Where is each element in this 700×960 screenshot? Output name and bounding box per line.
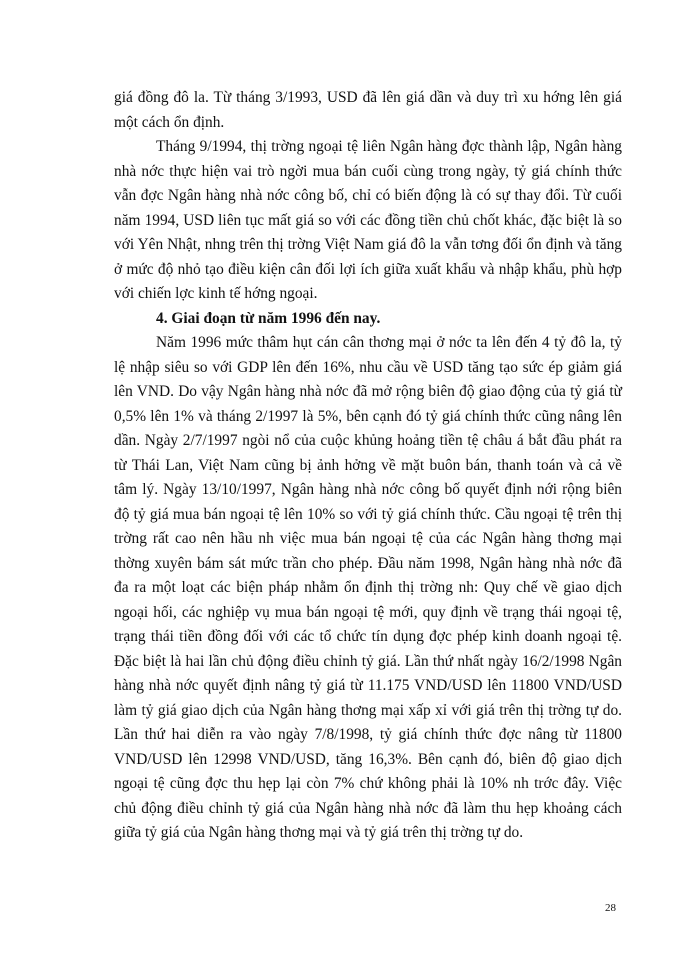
section-heading: 4. Giai đoạn từ năm 1996 đến nay.	[156, 309, 381, 327]
paragraph-continuation: giá đồng đô la. Từ tháng 3/1993, USD đã lên giá dần và duy trì xu hớng lên giá một cách ổn định.	[114, 89, 622, 131]
paragraph-interbank-market: Tháng 9/1994, thị trờng ngoại tệ liên Ngân hàng đợc thành lập, Ngân hàng nhà nớc thực hiện vai trò ngời mua bán cuối cùng trong ngày, tỷ giá chính thức vẫn đợc Ngân hàng nhà nớc công bố, chỉ có biến động là có sự thay đổi. Từ cuối năm 1994, USD liên tục mất giá so với các đồng tiền chủ chốt khác, đặc biệt là so với Yên Nhật, nhng trên thị trờng Việt Nam giá đô la vẫn tơng đối ổn định và tăng ở mức độ nhỏ tạo điều kiện cân đối lợi ích giữa xuất khẩu và nhập khẩu, phù hợp với chiến lợc kinh tế hớng ngoại.	[114, 138, 622, 302]
page-number: 28	[605, 902, 616, 914]
paragraph-period-1996: Năm 1996 mức thâm hụt cán cân thơng mại ở nớc ta lên đến 4 tỷ đô la, tỷ lệ nhập siêu so với GDP lên đến 16%, nhu cầu về USD tăng tạo sức ép giảm giá lên VND. Do vậy Ngân hàng nhà nớc đã mở rộng biên độ giao động của tỷ giá từ 0,5% lên 1% và tháng 2/1997 là 5%, bên cạnh đó tỷ giá chính thức cũng nâng lên dần. Ngày 2/7/1997 ngòi nổ của cuộc khủng hoảng tiền tệ châu á bắt đầu phát ra từ Thái Lan, Việt Nam cũng bị ảnh hởng về mặt buôn bán, thanh toán và cả về tâm lý. Ngày 13/10/1997, Ngân hàng nhà nớc công bố quyết định nới rộng biên độ tỷ giá mua bán ngoại tệ lên 10% so với tỷ giá chính thức. Cầu ngoại tệ trên thị trờng rất cao nên hầu nh việc mua bán ngoại tệ của các Ngân hàng thơng mại thờng xuyên bám sát mức trần cho phép. Đầu năm 1998, Ngân hàng nhà nớc đã đa ra một loạt các biện pháp nhằm ổn định thị trờng nh: Quy chế về giao dịch ngoại hối, các nghiệp vụ mua bán ngoại tệ mới, quy định về trạng thái ngoại tệ, trạng thái tiền đồng đối với các tổ chức tín dụng đợc phép kinh doanh ngoại tệ. Đặc biệt là hai lần chủ động điều chỉnh tỷ giá. Lần thứ nhất ngày 16/2/1998 Ngân hàng nhà nớc quyết định nâng tỷ giá từ 11.175 VND/USD lên 11800 VND/USD làm tỷ giá giao dịch của Ngân hàng thơng mại xấp xỉ với giá trên thị trờng tự do. Lần thứ hai diễn ra vào ngày 7/8/1998, tỷ giá chính thức đợc nâng từ 11800 VND/USD lên 12998 VND/USD, tăng 16,3%. Bên cạnh đó, biên độ giao dịch ngoại tệ cũng đợc thu hẹp lại còn 7% chứ không phải là 10% nh trớc đây. Việc chủ động điều chỉnh tỷ giá của Ngân hàng nhà nớc đã làm thu hẹp khoảng cách giữa tỷ giá của Ngân hàng thơng mại và tỷ giá trên thị trờng tự do.	[114, 334, 622, 841]
body-text	[114, 86, 622, 846]
